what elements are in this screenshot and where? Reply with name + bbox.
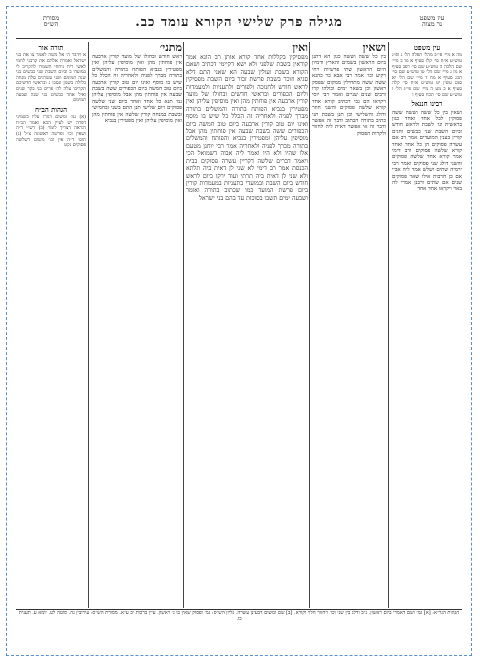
tosafot-opening-word: מתני׳: [159, 42, 182, 54]
header-right-line-2: נר מצוה: [421, 20, 443, 27]
header-ein-mishpat: [402, 14, 462, 27]
tosafot-column: [92, 42, 182, 608]
gemara-opening-word: ואין: [292, 42, 308, 54]
ein-mishpat-column: [392, 42, 462, 608]
talmud-page: [16, 12, 462, 632]
tosafot-text: ראש חודש ובחולו של מועד קורין ארבעה אין פוחתין מהן ואין מוסיפין עליהן ואין מפטירין בנביא הפותח בתורה והמשלים בתורה מברך לפניה ולאחריה זה הכלל כל שיש בו מוסף ואינו יום טוב קורין ארבעה ביום טוב חמשה ביום הכפורים ששה בשבת שבעה אין פוחתין מהן אבל מוסיפין עליהן גמ׳ תנא כל אחד ואחד ביום שני שלשה פסוקים ויום שלישי תנן התם בשני ובחמישי ובשבת במנחה קורין שלשה אין פוחתין מהן ואין מוסיפין עליהן ואין מפטירין בנביא: [92, 54, 182, 125]
page-title: מגילה פרק שלישי הקורא עומד כב.: [135, 15, 343, 30]
rashi-column: [312, 42, 386, 608]
ein-mishpat-heading: עין משפט: [413, 44, 441, 52]
column-divider: [309, 42, 310, 608]
torah-or-heading: תורה אור: [38, 44, 64, 52]
rashi-opening-word: ושאין: [362, 42, 386, 54]
gemara-text: מפסיקין בקללות אחד קורא אותן רב הונא אמר קוראין בשבת שלפני ולא ישא דקיימי דכתיב ושאם הקורא בשבת ועולין שבעה הא שאני התם דלא סגיא וזוכר בשבת פרשת זכור ביום השבת מפסיקין לראש חודש ולחנוכה ולפורים ולתעניות ולמעמדות וליום הכפורים ובראשי חדשים ובחולו של מועד קורין ארבעה אין פוחתין מהן ואין מוסיפין עליהן ואין מפטירין בנביא הפותח בתורה והמשלים בתורה מברך לפניה ולאחריה זה הכלל כל שיש בו מוסף ואינו יום טוב קורין ארבעה ביום טוב חמשה ביום הכפורים ששה בשבת שבעה אין פוחתין מהן אבל מוסיפין עליהן ומפטירין בנביא והפותח והמשלים בתורה מברך לפניה ולאחריה אמר רבי יוחנן מטעם אלו שהיו ולא היו ואמר ליה אבוה דשמואל הכי ויאמר דברים שלשה דקריין עשרה פסוקים בבית הכנסת אמר רב דימי לא שני לן דאית ביה תלתא ולא שני לן דאית ביה תרתי ועוד ירקו ביום לראש חודש ביום השבת ובמועדי בתעניות במעמדות קורין ביום פרשת המועד כמו שכתוב בתורה ואומר ושבעה ימים תשבו בסוכות עד בהם בני ישראל: [186, 54, 308, 202]
rabbeinu-chananel-text: ושאין בין כל ששה וששה ששה פסוקין לכל אחד ואחד כגון בראשית וגו׳ לשבת ולראש חודש וביום השבת שני כבשים וחגים קורין בענין המועדים אמר רב אם עשרה פסוקים הן כל אחד ואחד קורא שלשה פסוקים ורב דימי אמר קורא אחד שלשה פסוקים והשני דולג שני פסוקים ואמר רבי ירמיה שתים ושלש אמר ליה אביי אם כן חרבות אילו שאר פסוקים שנים אם שתים ורבנן אמרי לה באר ויקראו אחד אחד: [392, 109, 462, 193]
hagahot-heading: הגהות הב״ח: [34, 105, 68, 114]
ein-mishpat-text: מה א מיי׳ פי״ב מהל׳ תפלה הל׳ ג ופ״ג טוש״ע א״ח סי׳ קלז סעיף א מו ב מיי׳ שם הלכה ה טוש״ע שם סי׳ רפב סעיף א מז ג מיי׳ שם הל׳ טו טוש״ע שם סי׳ תכג סעיף א מח ד מיי׳ שם הל׳ יא סמג עשין יט טוש״ע א״ח סי׳ קלה סעיף א ב מט ה מיי׳ שם פי״ג הל׳ ז טוש״ע שם סי׳ תכח סעיף ו: [392, 53, 462, 98]
header-right-line-1: עין משפט: [419, 14, 445, 21]
hagahot-text: (א) גמ׳ ומשום דגזרו עליו בשמיני דפרה יש לעיין הכא ואמר הב״ח דנראה דצריך לומר (ב) רש״י ד״ה ושאין וכו׳ ופרשה ראשונה צ״ל (ג) תוס׳ ד״ה אין וכו׳ משום דשלשה פסוקים נקט: [16, 115, 86, 149]
rashi-text: בין כל ששה וששה כגון הא דתנן ביום הראשון בשמים והארץ ודמיון היום הראשון שתי פרשיות ויחי רקיע וכו׳ אמר רבי אבא בר כהנא ששה ששה מתחילין ממקום שפסק ראשון וכן בשאר ימים וכולהו קרו ורבים שנים שניים ואמר רבי יוסי ויקראו הם גבי דכתיב קורא אחד קורא שלשה פסוקים והשני חוזר ודולג והשלישי וכן תנן בשבת תני כתיב בתורה הכתוב ודבר זה אפשר ודבר זה אי אפשר דאית ליה לחזור ולקרות הפסוק: [312, 54, 386, 137]
page-header: [16, 12, 462, 39]
column-divider: [88, 42, 89, 608]
torah-or-column: [16, 42, 86, 608]
torah-or-text: א וידבר ה׳ אל משה לאמר צו את בני ישראל ואמרת אלהם את קרבני לחמי לאשי ריח ניחחי תשמרו להקריב לי במועדו ב וביום השבת שני כבשים בני שנה תמימם ושני עשרנים סלת מנחה בלולה בשמן ונסכו ג ובראשי חדשיכם תקריבו עלה לה׳ פרים בני בקר שנים ואיל אחד כבשים בני שנה שבעה תמימם: [16, 53, 86, 104]
header-mesoret: [16, 14, 86, 27]
page-footer: [16, 609, 462, 632]
gemara-column: [186, 42, 308, 608]
column-divider: [183, 42, 184, 608]
header-left-line-1: מסורת: [42, 14, 60, 21]
column-divider: [388, 42, 389, 608]
header-left-line-2: הש״ס: [43, 20, 59, 27]
rabbeinu-chananel-heading: רבינו חננאל: [411, 100, 443, 109]
footer-notes: הגהות הגר״א: [א] גמ׳ ושם דאמרי ביום ראשון. נ״ב ודלג בין שני וכו׳ ויחזור הלוי וקורא. [ב] שם ומשום דבעינן עשרה. גליון הש״ס: גמ׳ ופסוק שאין בו ג׳ ראשון. עיין ברכות יב ע״א. מסורת הש״ס: עירובין נה. סוטה לט. יומא ע. תענית כו.: [18, 610, 460, 622]
